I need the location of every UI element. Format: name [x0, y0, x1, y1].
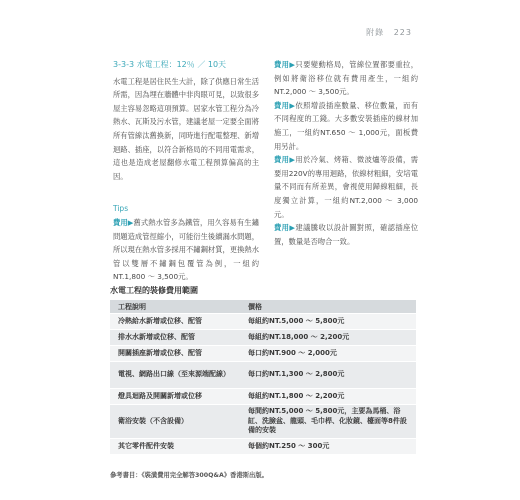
- tip-text: 只要變動格局，管線位置都要重拉，例如將衛浴移位就有費用產生，一組約NT.2,000 ～ 3,500元。: [274, 60, 418, 97]
- page-header: [366, 27, 412, 38]
- table-row: [110, 405, 416, 439]
- tip-text: 舊式熱水管多為鐵管，用久容易有生鏽問題造成管徑縮小，可能衍生後續漏水問題，所以現在熱水管多採用不鏽鋼材質，更換熱水管以雙層不鏽鋼包覆管為例，一組約NT.1,800 ～ 3,500元。: [113, 217, 259, 282]
- table-row: [110, 389, 416, 405]
- table-row: [110, 314, 416, 330]
- tip-item: [274, 58, 418, 99]
- table-cell-price: 每口約NT.900 ～ 2,000元: [240, 346, 416, 362]
- tip-lead: 費用▶: [274, 100, 296, 110]
- table-header-cell: 工程說明: [110, 300, 240, 314]
- table-cell-price: 每個約NT.250 ～ 300元: [240, 439, 416, 455]
- tip-text: 依照增設插座數量、移位數量，而有不同程度的工錢。大多數安裝插座的線材加施工，一組約NT.650 ～ 1,000元，面板費用另計。: [274, 100, 418, 151]
- table-cell-price: 每間約NT.5,000 ～ 5,800元，主要為馬桶、浴缸、洗臉盆、龍頭、毛巾桿、化妝鏡、檯面等8件設備的安裝: [240, 405, 416, 439]
- table-header-cell: 價格: [240, 300, 416, 314]
- tips-label: Tips: [113, 204, 129, 214]
- table-cell-item: 燈具迴路及開關新增或位移: [110, 389, 240, 405]
- page-number: 223: [393, 28, 412, 37]
- table-cell-price: 每組約NT.1,800 ～ 2,200元: [240, 389, 416, 405]
- right-column: [274, 58, 418, 248]
- table-header-row: [110, 300, 416, 314]
- reference-note: 參考書目：《裝潢費用完全解答300Q&A》香港斯出版。: [110, 472, 268, 479]
- tip-lead: 費用▶: [274, 60, 296, 69]
- tip-item: [274, 99, 418, 153]
- section-title-text: 3-3-3 水電工程：12％: [113, 60, 195, 69]
- table-cell-item: 排水水新增或位移、配管: [110, 330, 240, 346]
- table-row: [110, 439, 416, 455]
- table-row: [110, 330, 416, 346]
- tip-lead: 費用▶: [274, 155, 296, 165]
- table-cell-item: 衛浴安裝（不含設備）: [110, 405, 240, 439]
- table-row: [110, 362, 416, 389]
- table-title: 水電工程的裝修費用範圍: [110, 286, 198, 295]
- tip-item: [274, 153, 418, 221]
- tip-text: 用於冷氣、烤箱、微波爐等設備，需要用220V的專用迴路，依線材粗細，安培電量不同而有所差異，會視使用歸線粗細，長度獨立計算，一組約NT.2,000 ～ 3,000元。: [274, 155, 418, 219]
- tip-lead: 費用▶: [113, 217, 134, 227]
- table-cell-item: 電視、網路出口線（至來源端配線）: [110, 362, 240, 389]
- section-intro: 水電工程是居住民生大計，除了供應日常生活所需，因為埋在牆體中非肉眼可見，以致很多屋主容易忽略這項預算。居家水管工程分為冷熱水、瓦斯及污水管，建議老屋一定要全面將所有管線汰舊換新，同時進行配電整理、新增迴路、插座，以符合新格局的不同用電需求，這也是造成老屋翻修水電工程預算偏高的主因。: [113, 76, 259, 181]
- table-cell-price: 每組約NT.5,000 ～ 5,800元: [240, 314, 416, 330]
- table-cell-item: 開關插座新增或位移、配管: [110, 346, 240, 362]
- table-cell-item: 其它零件配件安裝: [110, 439, 240, 455]
- header-section: 附錄: [366, 28, 385, 37]
- table-cell-price: 每口約NT.1,300 ～ 2,800元: [240, 362, 416, 389]
- tip-lead: 費用▶: [274, 223, 296, 233]
- left-column: [113, 58, 259, 284]
- table-cell-item: 冷熱給水新增或位移、配管: [110, 314, 240, 330]
- section-title: [113, 58, 259, 72]
- tip-item: [113, 216, 259, 284]
- table-row: [110, 346, 416, 362]
- tip-text: 建議騰收以設計圖對照，確認插座位置，數量是否吻合一致。: [274, 223, 418, 246]
- tip-item: [274, 221, 418, 248]
- section-duration: ／ 10天: [197, 60, 227, 69]
- cost-table: [110, 300, 416, 455]
- table-cell-price: 每組約NT.18,000 ～ 2,200元: [240, 330, 416, 346]
